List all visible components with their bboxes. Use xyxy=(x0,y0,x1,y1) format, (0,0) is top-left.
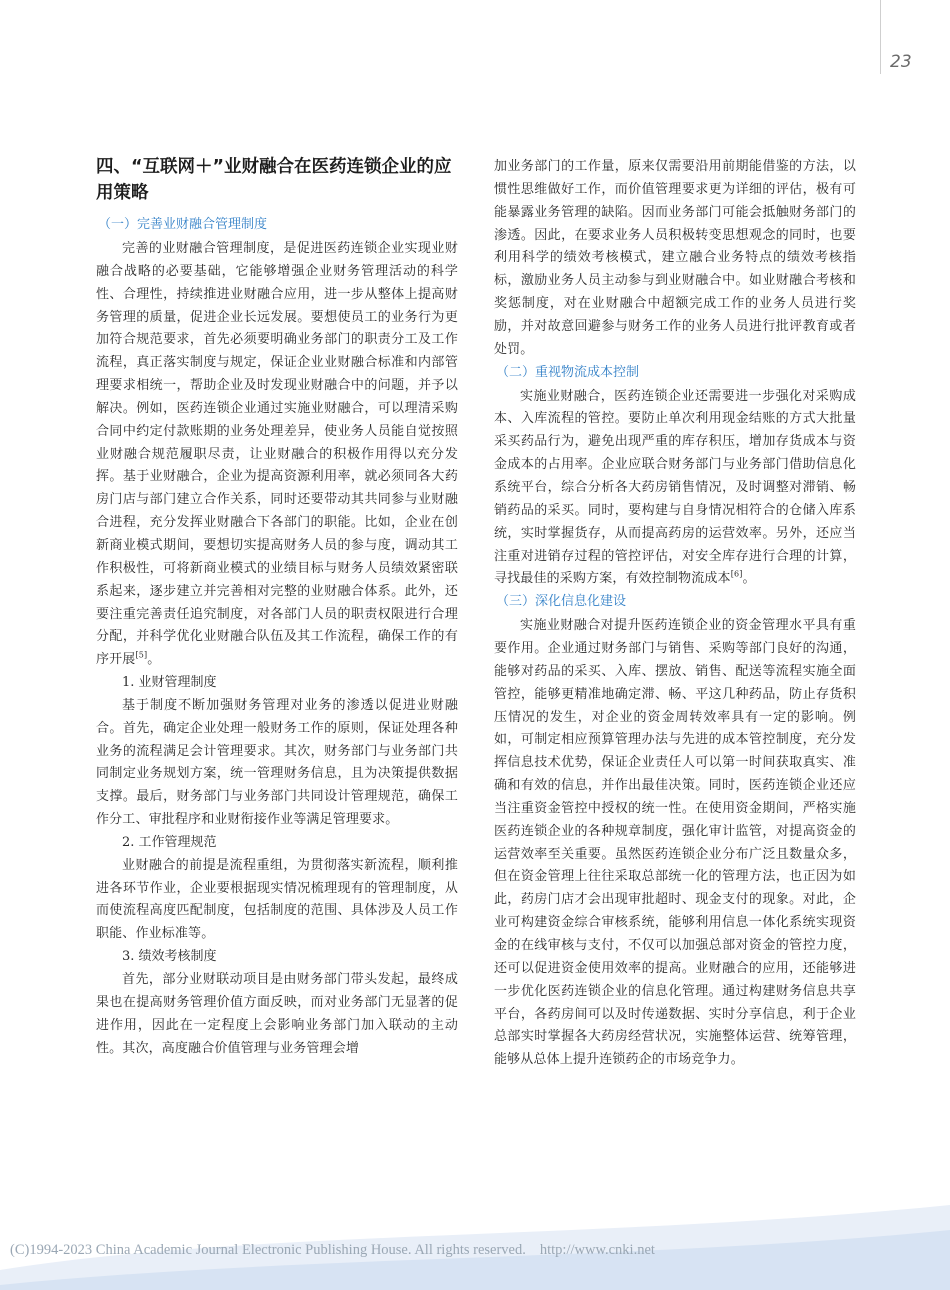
right-column xyxy=(494,156,856,1072)
numbered-heading: 1. 业财管理制度 xyxy=(122,675,217,691)
paragraph: 基于制度不断加强财务管理对业务的渗透以促进业财融合。首先，确定企业处理一般财务工作的原则，保证处理各种业务的流程满足会计管理要求。其次，财务部门与业务部门共同制定业务规划方案，统一管理财务信息，且为决策提供数据支撑。最后，财务部门与业务部门共同设计管理规范，确保工作分工、审批程序和业财衔接作业等满足管理要求。 xyxy=(96,697,458,828)
numbered-heading: 3. 绩效考核制度 xyxy=(122,949,217,965)
paragraph: 实施业财融合，医药连锁企业还需要进一步强化对采购成本、入库流程的管控。要防止单次利用现金结账的方式大批量采买药品行为，避免出现严重的库存积压，增加存货成本与资金成本的占用率。企业应联合财务部门与业务部门借助信息化系统平台，综合分析各大药房销售情况，及时调整对滞销、畅销药品的采买。同时，要构建与自身情况相符合的仓储入库系统，实时掌握货存，从而提高药房的运营效率。另外，还应当注重对进销存过程的管控评估，对安全库存进行合理的计算，寻找最佳的采购方案，有效控制物流成本[6]。 xyxy=(494,388,856,587)
section-title: 四、“互联网＋”业财融合在医药连锁企业的应用策略 xyxy=(96,157,452,203)
paragraph: 完善的业财融合管理制度，是促进医药连锁企业实现业财融合战略的必要基础，它能够增强企业财务管理活动的科学性、合理性，持续推进业财融合应用，进一步从整体上提高财务管理的质量，促进企业长远发展。要想使员工的业务行为更加符合规范要求，首先必须要明确业务部门的职责分工及工作流程，真正落实制度与规定，保证企业业财融合标准和内部管理要求相统一，帮助企业及时发现业财融合中的问题，并予以解决。例如，医药连锁企业通过实施业财融合，可以理清采购合同中约定付款账期的业务处理差异，使业务人员能自觉按照业财融合规范履职尽责，让业财融合的积极作用得以充分发挥。基于业财融合，企业为提高资源利用率，就必须同各大药房门店与部门建立合作关系，同时还要带动其共同参与业财融合进程，充分发挥业财融合下各部门的职能。比如，企业在创新商业模式期间，要想切实提高财务人员的参与度，调动其工作积极性，可将新商业模式的业绩目标与财务人员绩效紧密联系起来，逐步建立并完善相对完整的业财融合体系。此外，还要注重完善责任追究制度，对各部门人员的职责权限进行合理分配，并科学优化业财融合队伍及其工作流程，确保工作的有序开展[5]。 xyxy=(96,241,458,668)
paragraph-continued: 加业务部门的工作量，原来仅需要沿用前期能借鉴的方法，以惯性思维做好工作，而价值管理要求更为详细的评估，极有可能暴露业务管理的缺陷。因而业务部门可能会抵触财务部门的渗透。因此，在要求业务人员积极转变思想观念的同时，也要利用科学的绩效考核模式，建立融合业务特点的绩效考核指标，激励业务人员主动参与到业财融合中。如业财融合考核和奖惩制度，对在业财融合中超额完成工作的业务人员进行奖励，并对故意回避参与财务工作的业务人员进行批评教育或者处罚。 xyxy=(494,159,856,357)
citation: [6] xyxy=(730,570,743,580)
paragraph: 首先，部分业财联动项目是由财务部门带头发起，最终成果也在提高财务管理价值方面反映，而对业务部门无显著的促进作用，因此在一定程度上会影响业务部门加入联动的主动性。其次，高度融合价值管理与业务管理会增 xyxy=(96,972,458,1056)
subsection-heading-2: （二）重视物流成本控制 xyxy=(496,364,640,380)
subsection-heading-1: （一）完善业财融合管理制度 xyxy=(98,217,268,232)
numbered-heading: 2. 工作管理规范 xyxy=(122,834,217,850)
page-number: 23 xyxy=(890,52,912,72)
footer-copyright: (C)1994-2023 China Academic Journal Electronic Publishing House. All rights reserved. http://www.cnki.net xyxy=(10,1242,655,1258)
subsection-heading-3: （三）深化信息化建设 xyxy=(496,594,627,610)
paragraph: 实施业财融合对提升医药连锁企业的资金管理水平具有重要作用。企业通过财务部门与销售、采购等部门良好的沟通，能够对药品的采买、入库、摆放、销售、配送等流程实施全面管控，能够更精准地确定滞、畅、平这几种药品，防止存货积压情况的发生，对企业的资金周转效率具有一定的影响。例如，可制定相应预算管理办法与先进的成本管控制度，充分发挥信息技术优势，保证企业责任人可以第一时间获取真实、准确和有效的信息，并作出最佳决策。同时，医药连锁企业还应当注重资金管控中授权的统一性。在使用资金期间，严格实施医药连锁企业的各种规章制度，强化审计监管，对提高资金的运营效率至关重要。虽然医药连锁企业分布广泛且数量众多，但在资金管理上往往采取总部统一化的管理方法，也正因为如此，药房门店才会出现审批超时、现金支付的现象。对此，企业可构建资金综合审核系统，能够利用信息一体化系统实现资金的在线审核与支付，不仅可以加强总部对资金的管控力度，还可以促进资金使用效率的提高。业财融合的应用，还能够进一步优化医药连锁企业的信息化管理。通过构建财务信息共享平台，各药房间可以及时传递数据、实时分享信息，利于企业总部实时掌握各大药房经营状况，实施整体运营、统筹管理，能够从总体上提升连锁药企的市场竞争力。 xyxy=(494,618,856,1068)
paragraph: 业财融合的前提是流程重组，为贯彻落实新流程，顺利推进各环节作业，企业要根据现实情况梳理现有的管理制度，从而使流程高度匹配制度，包括制度的范围、具体涉及人员工作职能、作业标准等。 xyxy=(96,857,458,942)
footer-url: http://www.cnki.net xyxy=(539,1242,655,1258)
left-column xyxy=(96,154,458,1060)
citation: [5] xyxy=(135,650,148,660)
header-divider xyxy=(880,0,881,74)
